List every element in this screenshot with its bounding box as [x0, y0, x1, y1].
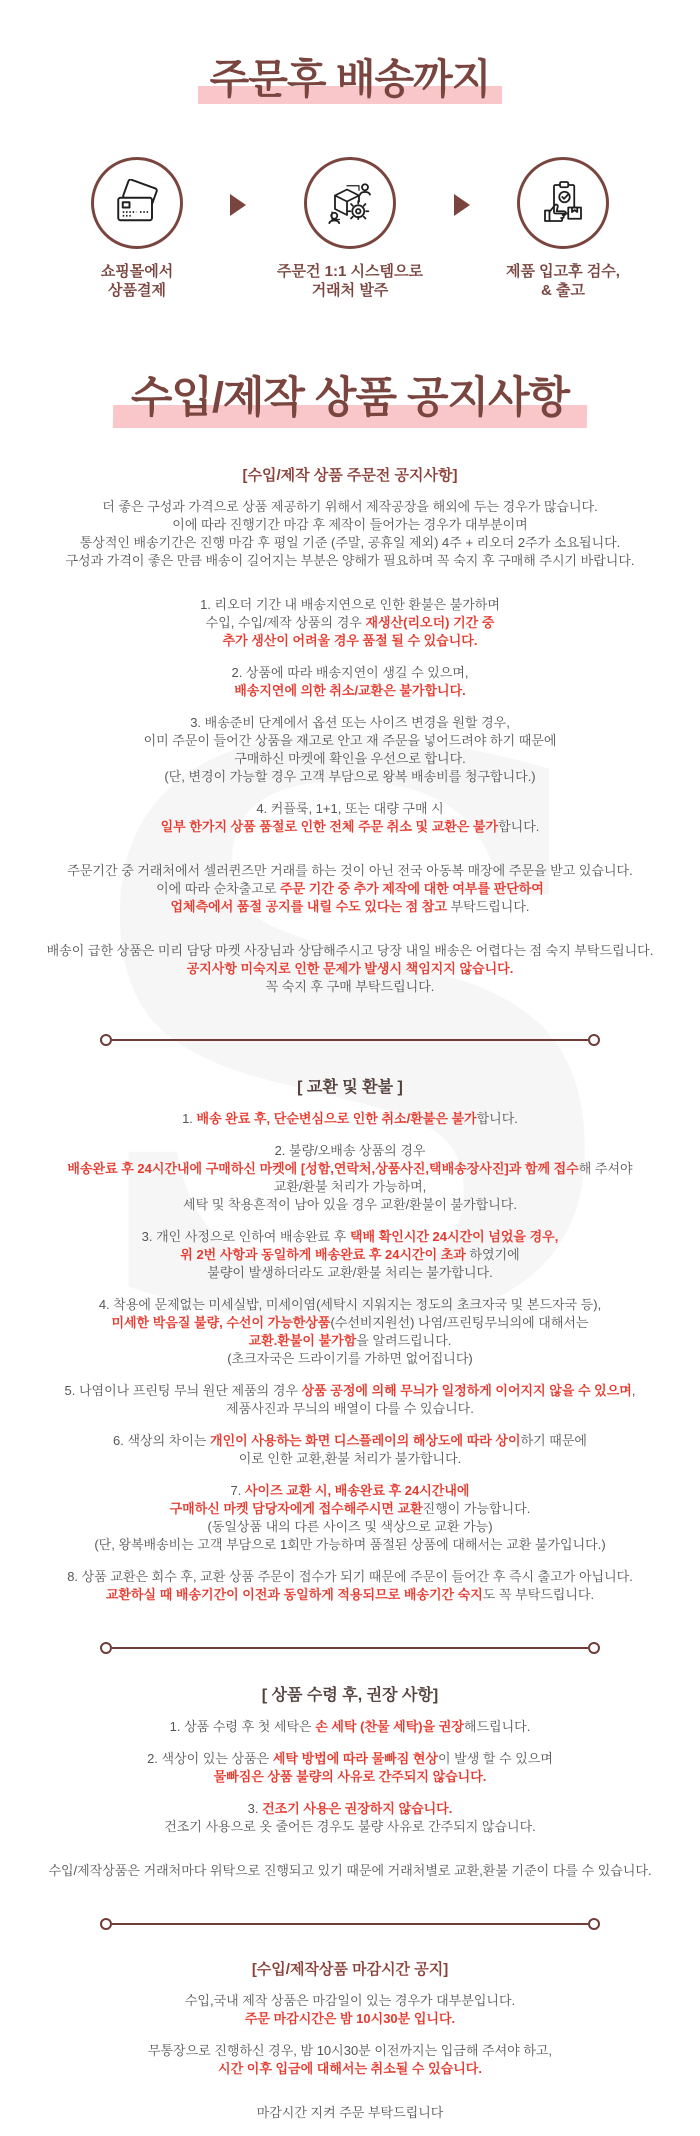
step-caption-line: 상품결제	[108, 282, 166, 300]
text-block	[28, 800, 672, 836]
text-block	[28, 1800, 672, 1836]
emphasis-text: 추가 생산이 어려울 경우 품절 될 수 있습니다.	[222, 632, 478, 648]
body-text: 이에 따라 진행기간 마감 후 제작이 들어가는 경우가 대부분이며	[172, 516, 528, 532]
body-text: 배송이 급한 상품은 미리 담당 마켓 사장님과 상담해주시고 당장 내일 배송은 어렵다는 점 숙지 부탁드립니다.	[46, 942, 654, 958]
body-text: 수입, 수입/제작 상품의 경우	[205, 614, 366, 630]
text-block	[28, 1142, 672, 1214]
text-block	[28, 862, 672, 916]
body-text: 5. 나염이나 프린팅 무늬 원단 제품의 경우	[64, 1382, 302, 1398]
section-after-receipt	[28, 1682, 672, 1880]
text-block	[28, 714, 672, 786]
text-block	[28, 1750, 672, 1786]
body-text: 구매하신 마켓에 확인을 우선으로 합니다.	[234, 750, 466, 766]
step-caption-line: & 출고	[541, 282, 585, 300]
step-caption-line: 쇼핑몰에서	[100, 263, 174, 281]
step-circle	[517, 157, 609, 249]
body-text: 구성과 가격이 좋은 만큼 배송이 길어지는 부분은 양해가 필요하며 꼭 숙지 후 구매해 주시기 바랍니다.	[65, 552, 635, 568]
emphasis-text: 건조기 사용은 권장하지 않습니다.	[262, 1800, 453, 1816]
body-text: 주문기간 중 거래처에서 셀러퀸즈만 거래를 하는 것이 아닌 전국 아동복 매장에 주문을 받고 있습니다.	[67, 862, 633, 878]
process-step-payment	[62, 157, 212, 300]
divider-ring-icon	[100, 1918, 112, 1930]
body-text: 이미 주문이 들어간 상품을 재고로 안고 재 주문을 넣어드려야 하기 때문에	[143, 732, 557, 748]
emphasis-text: 택배 확인시간 24시간이 넘었을 경우,	[349, 1228, 559, 1244]
divider-line	[112, 1647, 588, 1649]
emphasis-text: 공지사항 미숙지로 인한 문제가 발생시 책임지지 않습니다.	[186, 960, 514, 976]
section-deadline-notice	[28, 1958, 672, 2122]
body-text: 세탁 및 착용흔적이 남아 있을 경우 교환/환불이 불가합니다.	[183, 1196, 517, 1212]
process-step-order	[264, 157, 436, 300]
emphasis-text: 배송완료 후 24시간내에 구매하신 마켓에 [성함,연락처,상품사진,택배송장사진]과 함께 접수	[67, 1160, 579, 1176]
body-text: 이로 인한 교환,환불 처리가 불가합니다.	[238, 1450, 462, 1466]
body-text: (수선비지원선) 나염/프린팅무늬의에 대해서는	[330, 1314, 589, 1330]
emphasis-text: 물빠짐은 상품 불량의 사유로 간주되지 않습니다.	[213, 1768, 487, 1784]
arrow-right-icon	[230, 194, 246, 216]
step-caption-line: 주문건 1:1 시스템으로	[277, 263, 423, 281]
body-text: 합니다.	[498, 818, 540, 834]
emphasis-text: 교환.환불이 불가함	[248, 1332, 357, 1348]
section-pre-order-notice	[28, 464, 672, 996]
emphasis-text: 시간 이후 입금에 대해서는 취소될 수 있습니다.	[218, 2060, 482, 2076]
notice-sections	[0, 464, 700, 2122]
inspection-shipping-icon	[539, 179, 587, 227]
body-text: 교환/환불 처리가 가능하며,	[273, 1178, 427, 1194]
emphasis-text: 재생산(리오더) 기간 중	[365, 614, 495, 630]
emphasis-text: 배송지연에 의한 취소/교환은 불가합니다.	[234, 682, 466, 698]
body-text: 해드립니다.	[463, 1718, 531, 1734]
body-text: (단, 왕복배송비는 고객 부담으로 1회만 가능하며 품절된 상품에 대해서는 교환 불가입니다.)	[94, 1536, 606, 1552]
emphasis-text: 위 2번 사항과 동일하게 배송완료 후 24시간이 초과	[180, 1246, 466, 1262]
text-block	[28, 1228, 672, 1282]
section-exchange-refund	[28, 1074, 672, 1604]
text-block	[28, 1482, 672, 1554]
text-block	[28, 1110, 672, 1128]
body-text: 마감시간 지켜 주문 부탁드립니다	[256, 2104, 444, 2120]
text-block	[28, 1382, 672, 1418]
body-text: 2. 색상이 있는 상품은	[147, 1750, 273, 1766]
emphasis-text: 주문 마감시간은 밤 10시30분 입니다.	[244, 2010, 456, 2026]
text-block	[28, 498, 672, 570]
body-text: (초크자국은 드라이기를 가하면 없어집니다)	[227, 1350, 473, 1366]
notice-title: 수입/제작 상품 공지사항	[130, 374, 570, 423]
body-text: 2. 상품에 따라 배송지연이 생길 수 있으며,	[231, 664, 469, 680]
section-divider	[100, 1034, 600, 1046]
text-block	[28, 2042, 672, 2078]
step-caption-line: 거래처 발주	[311, 282, 389, 300]
body-text: 불량이 발생하더라도 교환/환불 처리는 불가합니다.	[207, 1264, 493, 1280]
body-text: 하였기에	[465, 1246, 520, 1262]
header	[0, 0, 700, 103]
body-text: 수입/제작상품은 거래처마다 위탁으로 진행되고 있기 때문에 거래처별로 교환,환불 기준이 다를 수 있습니다.	[48, 1862, 652, 1878]
emphasis-text: 상품 공정에 의해 무늬가 일정하게 이어지지 않을 수 있으며	[301, 1382, 632, 1398]
emphasis-text: 손 세탁 (찬물 세탁)을 권장	[315, 1718, 464, 1734]
body-text: 통상적인 배송기간은 진행 마감 후 평일 기준 (주말, 공휴일 제외) 4주 + 리오더 2주가 소요됩니다.	[79, 534, 621, 550]
step-circle	[304, 157, 396, 249]
body-text: 건조기 사용으로 옷 줄어든 경우도 불량 사유로 간주되지 않습니다.	[164, 1818, 536, 1834]
credit-card-icon	[113, 179, 161, 227]
body-text: 더 좋은 구성과 가격으로 상품 제공하기 위해서 제작공장을 해외에 두는 경우가 많습니다.	[102, 498, 598, 514]
divider-ring-icon	[588, 1642, 600, 1654]
emphasis-text: 일부 한가지 상품 품절로 인한 전체 주문 취소 및 교환은 불가	[160, 818, 499, 834]
body-text: 2. 불량/오배송 상품의 경우	[274, 1142, 426, 1158]
section-divider	[100, 1642, 600, 1654]
body-text: 하기 때문에	[520, 1432, 587, 1448]
step-circle	[91, 157, 183, 249]
emphasis-text: 사이즈 교환 시, 배송완료 후 24시간내에	[244, 1482, 470, 1498]
emphasis-text: 배송 완료 후, 단순변심으로 인한 취소/환불은 불가	[196, 1110, 477, 1126]
body-text: 이 발생 할 수 있으며	[438, 1750, 553, 1766]
process-step-shipping	[488, 157, 638, 300]
body-text: 7.	[230, 1482, 245, 1498]
body-text: 진행이 가능합니다.	[422, 1500, 531, 1516]
body-text: 꼭 숙지 후 구매 부탁드립니다.	[265, 978, 435, 994]
arrow-right-icon	[454, 194, 470, 216]
text-block	[28, 1568, 672, 1604]
body-text: 부탁드립니다.	[446, 898, 530, 914]
emphasis-text: 개인이 사용하는 화면 디스플레이의 해상도에 따라 상이	[210, 1432, 521, 1448]
emphasis-text: 세탁 방법에 따라 물빠짐 현상	[272, 1750, 438, 1766]
body-text: (단, 변경이 가능할 경우 고객 부담으로 왕복 배송비를 청구합니다.)	[164, 768, 536, 784]
body-text: 8. 상품 교환은 회수 후, 교환 상품 주문이 접수가 되기 때문에 주문이 들어간 후 즉시 출고가 아닙니다.	[67, 1568, 633, 1584]
text-block	[28, 596, 672, 650]
body-text: 3. 개인 사정으로 인하여 배송완료 후	[141, 1228, 350, 1244]
text-block	[28, 2104, 672, 2122]
order-system-icon	[326, 179, 374, 227]
body-text: 1. 리오더 기간 내 배송지연으로 인한 환불은 불가하며	[200, 596, 500, 612]
body-text: 4. 착용에 문제없는 미세실밥, 미세이염(세탁시 지워지는 정도의 초크자국 및 본드자국 등),	[98, 1296, 602, 1312]
divider-line	[112, 1923, 588, 1925]
divider-ring-icon	[588, 1918, 600, 1930]
section-heading: [수입/제작 상품 주문전 공지사항]	[242, 466, 458, 484]
step-caption	[488, 262, 638, 300]
text-block	[28, 1862, 672, 1880]
body-text: 도 꼭 부탁드립니다.	[482, 1586, 595, 1602]
body-text: 무통장으로 진행하신 경우, 밤 10시30분 이전까지는 입금해 주셔야 하고,	[147, 2042, 553, 2058]
page-title: 주문후 배송까지	[209, 56, 491, 102]
body-text: 을 알려드립니다.	[356, 1332, 452, 1348]
body-text: 3. 배송준비 단계에서 옵션 또는 사이즈 변경을 원할 경우,	[190, 714, 510, 730]
body-text: ,	[631, 1382, 636, 1398]
step-caption-line: 제품 입고후 검수,	[506, 263, 620, 281]
body-text: 이에 따라 순차출고로	[156, 880, 280, 896]
body-text: 6. 색상의 차이는	[113, 1432, 211, 1448]
body-text: 4. 커플룩, 1+1, 또는 대량 구매 시	[256, 800, 444, 816]
body-text: 1.	[182, 1110, 197, 1126]
emphasis-text: 주문 기간 중 추가 제작에 대한 여부를 판단하여	[279, 880, 544, 896]
body-text: 3.	[247, 1800, 263, 1816]
divider-ring-icon	[100, 1642, 112, 1654]
emphasis-text: 구매하신 마켓 담당자에게 접수해주시면 교환	[169, 1500, 423, 1516]
divider-ring-icon	[100, 1034, 112, 1046]
text-block	[28, 1718, 672, 1736]
emphasis-text: 미세한 박음질 불량, 수선이 가능한상품	[111, 1314, 331, 1330]
section-heading: [ 상품 수령 후, 권장 사항]	[261, 1686, 439, 1704]
body-text: 수입,국내 제작 상품은 마감일이 있는 경우가 대부분입니다.	[184, 1992, 516, 2008]
text-block	[28, 1432, 672, 1468]
divider-line	[112, 1039, 588, 1041]
text-block	[28, 664, 672, 700]
section-heading: [ 교환 및 환불 ]	[297, 1078, 403, 1096]
divider-ring-icon	[588, 1034, 600, 1046]
body-text: (동일상품 내의 다른 사이즈 및 색상으로 교환 가능)	[207, 1518, 493, 1534]
section-divider	[100, 1918, 600, 1930]
emphasis-text: 업체측에서 품절 공지를 내릴 수도 있다는 점 참고	[170, 898, 447, 914]
step-caption	[264, 262, 436, 300]
text-block	[28, 1992, 672, 2028]
body-text: 합니다.	[476, 1110, 518, 1126]
section-heading: [수입/제작상품 마감시간 공지]	[251, 1960, 449, 1978]
body-text: 제품사진과 무늬의 배열이 다를 수 있습니다.	[226, 1400, 474, 1416]
step-caption	[62, 262, 212, 300]
text-block	[28, 942, 672, 996]
order-process-steps	[0, 157, 700, 300]
body-text: 해 주셔야	[578, 1160, 633, 1176]
text-block	[28, 1296, 672, 1368]
emphasis-text: 교환하실 때 배송기간이 이전과 동일하게 적용되므로 배송기간 숙지	[105, 1586, 483, 1602]
notice-header	[0, 374, 700, 423]
body-text: 1. 상품 수령 후 첫 세탁은	[169, 1718, 316, 1734]
